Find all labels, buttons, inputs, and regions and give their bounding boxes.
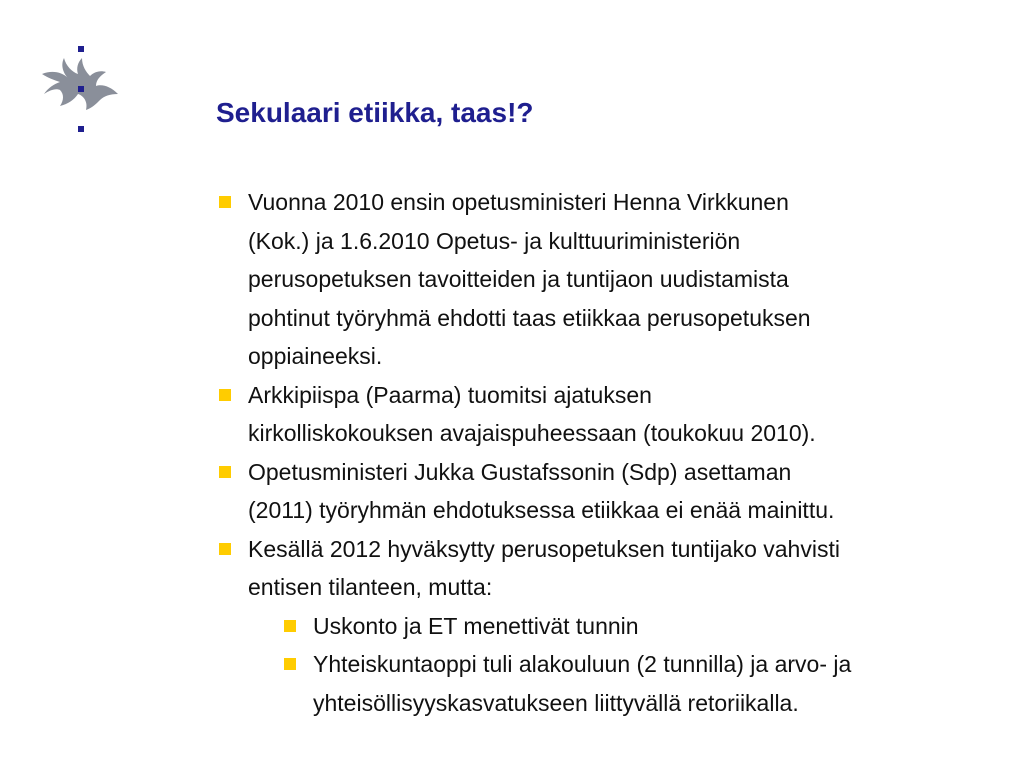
- flame-torch-logo-icon: [34, 44, 126, 136]
- square-bullet-icon: [284, 620, 296, 632]
- square-bullet-icon: [219, 466, 231, 478]
- sub-bullet-item: [218, 645, 998, 722]
- square-bullet-icon: [219, 389, 231, 401]
- bullet-text-line: entisen tilanteen, mutta:: [248, 574, 493, 600]
- bullet-text-line: Yhteiskuntaoppi tuli alakouluun (2 tunnilla) ja arvo- ja: [313, 651, 852, 677]
- bullet-item: [218, 453, 998, 530]
- square-bullet-icon: [219, 543, 231, 555]
- bullet-item: [218, 183, 998, 376]
- bullet-text-line: perusopetuksen tavoitteiden ja tuntijaon uudistamista: [248, 266, 789, 292]
- bullet-text-line: yhteisöllisyyskasvatukseen liittyvällä retoriikalla.: [313, 689, 799, 716]
- bullet-text-line: oppiaineeksi.: [248, 343, 383, 369]
- sub-bullet-item: [218, 607, 998, 646]
- bullet-text-line: Opetusministeri Jukka Gustafssonin (Sdp) asettaman: [248, 458, 792, 485]
- bullet-text-line: (2011) työryhmän ehdotuksessa etiikkaa ei enää mainittu.: [248, 497, 835, 523]
- slide-title: Sekulaari etiikka, taas!?: [216, 97, 534, 128]
- bullet-text-line: pohtinut työryhmä ehdotti taas etiikkaa perusopetuksen: [248, 304, 811, 331]
- bullet-text-line: Uskonto ja ET menettivät tunnin: [313, 612, 639, 639]
- bullet-text-line: Vuonna 2010 ensin opetusministeri Henna Virkkunen: [248, 189, 789, 215]
- bullet-item: [218, 530, 998, 607]
- bullet-text-line: kirkolliskokouksen avajaispuheessaan (toukokuu 2010).: [248, 420, 816, 446]
- square-bullet-icon: [219, 196, 231, 208]
- bullet-list: [218, 183, 998, 722]
- bullet-item: [218, 376, 998, 453]
- bullet-text-line: (Kok.) ja 1.6.2010 Opetus- ja kulttuuriministeriön: [248, 227, 741, 254]
- bullet-text-line: Kesällä 2012 hyväksytty perusopetuksen tuntijako vahvisti: [248, 535, 840, 562]
- square-bullet-icon: [284, 658, 296, 670]
- bullet-text-line: Arkkipiispa (Paarma) tuomitsi ajatuksen: [248, 381, 652, 408]
